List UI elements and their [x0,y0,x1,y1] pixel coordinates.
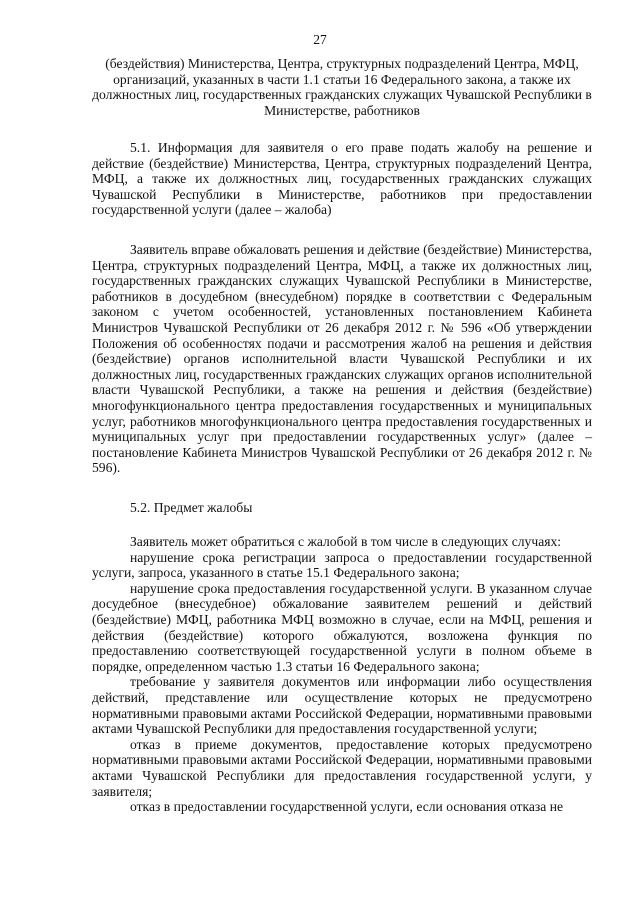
case-item: требование у заявителя документов или информации либо осуществления действий, представление или осуществление которых не предусмотрено нормативными правовыми актами Российской Федерации, нормативными правовыми актами Чувашской Республики для предоставления государственной услуги; [92,674,592,737]
complaint-cases [92,534,592,815]
section-5-2-heading [92,500,592,516]
section-heading-continuation: (бездействия) Министерства, Центра, структурных подразделений Центра, МФЦ, организаций, указанных в части 1.1 статьи 16 Федерального закона, а также их должностных лиц, государственных гражданских служащих Чувашской Республики в Министерстве, работников [92,56,592,118]
appeal-paragraph [92,242,592,476]
case-item: отказ в приеме документов, предоставление которых предусмотрено нормативными правовыми актами Российской Федерации, нормативными правовыми актами Чувашской Республики для предоставления государственной услуги, у заявителя; [92,736,592,799]
case-item: нарушение срока предоставления государственной услуги. В указанном случае досудебное (внесудебное) обжалование заявителем решений и действий (бездействие) МФЦ, работника МФЦ возможно в случае, если на МФЦ, решения и действия (бездействие) которого обжалуются, возложена функция по предоставлению соответствующей государственной услуги в полном объеме в порядке, определенном частью 1.3 статьи 16 Федерального закона; [92,580,592,674]
section-5-1-text: 5.1. Информация для заявителя о его праве подать жалобу на решение и действие (бездействие) Министерства, Центра, структурных подразделений Центра, МФЦ, а также их должностных лиц, государственных гражданских служащих Чувашской Республики в Министерстве, работников при предоставлении государственной услуги (далее – жалоба) [92,140,592,218]
case-item: нарушение срока регистрации запроса о предоставлении государственной услуги, запроса, указанного в статье 15.1 Федерального закона; [92,549,592,581]
case-item: отказ в предоставлении государственной услуги, если основания отказа не [130,799,564,815]
appeal-paragraph-text: Заявитель вправе обжаловать решения и действие (бездействие) Министерства, Центра, структурных подразделений Центра, МФЦ, а также их должностных лиц, государственных гражданских служащих Чувашской Республики в Министерстве, работников в досудебном (внесудебном) порядке в соответствии с Федеральным законом с учетом особенностей, установленных постановлением Кабинета Министров Чувашской Республики от 26 декабря 2012 г. № 596 «Об утверждении Положения об особенностях подачи и рассмотрения жалоб на решения и действия (бездействие) органов исполнительной власти Чувашской Республики и их должностных лиц, государственных гражданских служащих органов исполнительной власти Чувашской Республики, а также на решения и действия (бездействие) многофункционального центра предоставления государственных и муниципальных услуг, работников многофункционального центра предоставления государственных и муниципальных услуг при предоставлении государственных услуг» (далее – постановление Кабинета Министров Чувашской Республики от 26 декабря 2012 г. № 596). [92,242,592,476]
page-number: 27 [313,32,327,47]
section-5-1 [92,140,592,218]
cases-intro: Заявитель может обратиться с жалобой в том числе в следующих случаях: [130,534,562,549]
section-5-2-title: 5.2. Предмет жалобы [130,500,253,515]
